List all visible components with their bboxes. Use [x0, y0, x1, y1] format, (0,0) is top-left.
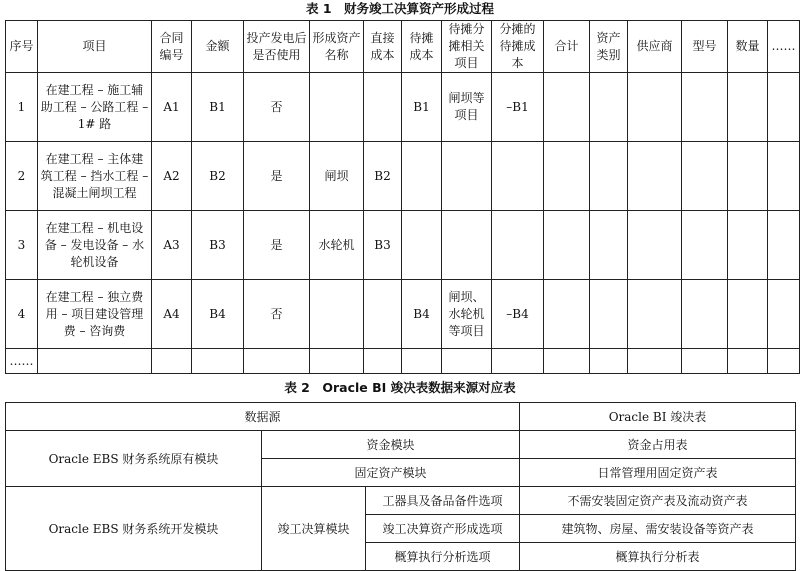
- option-cell: 工器具及备品备件选项: [366, 487, 520, 515]
- table-cell: [492, 349, 544, 374]
- header-cell: 资产类别: [590, 21, 628, 73]
- header-cell: 直接成本: [364, 21, 402, 73]
- group-label: Oracle EBS 财务系统原有模块: [6, 431, 262, 487]
- table-cell: A2: [152, 142, 192, 211]
- table-cell: [364, 349, 402, 374]
- table-cell: [628, 142, 682, 211]
- table-cell: [310, 280, 364, 349]
- header-cell: 合计: [544, 21, 590, 73]
- table2-header-row: [6, 403, 796, 431]
- module-cell: 固定资产模块: [262, 459, 520, 487]
- asset-formation-table: [5, 20, 800, 374]
- table-cell: –B4: [492, 280, 544, 349]
- table-cell: 闸坝、水轮机等项目: [442, 280, 492, 349]
- table-cell: 是: [244, 211, 310, 280]
- table-cell: 是: [244, 142, 310, 211]
- data-source-mapping-table: [5, 402, 796, 571]
- table-cell: [728, 73, 768, 142]
- header-cell: 待摊分摊相关项目: [442, 21, 492, 73]
- table-cell: [442, 142, 492, 211]
- table-cell: B3: [364, 211, 402, 280]
- table-cell: [768, 73, 800, 142]
- table-cell: A4: [152, 280, 192, 349]
- table1-caption: 表 1 财务竣工决算资产形成过程: [305, 1, 495, 16]
- table-cell: [728, 349, 768, 374]
- table-cell: [590, 142, 628, 211]
- table-cell: [590, 280, 628, 349]
- table-cell: [310, 73, 364, 142]
- table-cell: 2: [6, 142, 38, 211]
- table-cell: [628, 280, 682, 349]
- option-cell: 竣工决算资产形成选项: [366, 515, 520, 543]
- table-cell: A3: [152, 211, 192, 280]
- table-cell: A1: [152, 73, 192, 142]
- group-label: Oracle EBS 财务系统开发模块: [6, 487, 262, 571]
- table-cell: [768, 142, 800, 211]
- table-cell: B4: [192, 280, 244, 349]
- table-cell: [682, 280, 728, 349]
- table-cell: [682, 73, 728, 142]
- table-cell: [682, 349, 728, 374]
- table-cell: B3: [192, 211, 244, 280]
- table-cell: [682, 142, 728, 211]
- header-oracle-bi: Oracle BI 竣决表: [520, 403, 796, 431]
- table-cell: 否: [244, 73, 310, 142]
- table-row: [6, 142, 800, 211]
- module-cell: 竣工决算模块: [262, 487, 366, 571]
- table-cell: [544, 73, 590, 142]
- table-cell: [728, 142, 768, 211]
- table-cell: [364, 73, 402, 142]
- option-cell: 概算执行分析选项: [366, 543, 520, 571]
- header-cell: 待摊成本: [402, 21, 442, 73]
- table-cell: [728, 280, 768, 349]
- table-cell: 否: [244, 280, 310, 349]
- table-cell: [364, 280, 402, 349]
- table-cell: B2: [192, 142, 244, 211]
- table-cell: [544, 349, 590, 374]
- table-row: [6, 211, 800, 280]
- table-cell: [590, 349, 628, 374]
- table-cell: [402, 211, 442, 280]
- header-cell: ……: [768, 21, 800, 73]
- header-cell: 分摊的待摊成本: [492, 21, 544, 73]
- table-row: [6, 487, 796, 515]
- table-cell: 闸坝: [310, 142, 364, 211]
- header-cell: 数量: [728, 21, 768, 73]
- table-cell: 水轮机: [310, 211, 364, 280]
- header-cell: 供应商: [628, 21, 682, 73]
- header-cell: 项目: [38, 21, 152, 73]
- table-cell: B4: [402, 280, 442, 349]
- header-cell: 合同编号: [152, 21, 192, 73]
- project-cell: 在建工程 – 施工辅助工程 – 公路工程 –1# 路: [38, 73, 152, 142]
- table-cell: [192, 349, 244, 374]
- header-data-source: 数据源: [6, 403, 520, 431]
- table-cell: [628, 349, 682, 374]
- header-cell: 形成资产名称: [310, 21, 364, 73]
- table-cell: [544, 280, 590, 349]
- table-row: [6, 431, 796, 459]
- table-cell: [402, 142, 442, 211]
- table-cell: ……: [6, 349, 38, 374]
- target-cell: 概算执行分析表: [520, 543, 796, 571]
- table-cell: [682, 211, 728, 280]
- table-cell: [310, 349, 364, 374]
- header-cell: 型号: [682, 21, 728, 73]
- project-cell: 在建工程 – 主体建筑工程 – 挡水工程 – 混凝土闸坝工程: [38, 142, 152, 211]
- header-cell: 投产发电后是否使用: [244, 21, 310, 73]
- table2-caption: 表 2 Oracle BI 竣决表数据来源对应表: [284, 380, 516, 395]
- target-cell: 资金占用表: [520, 431, 796, 459]
- table-cell: [544, 211, 590, 280]
- table-cell: [728, 211, 768, 280]
- table-cell: [590, 73, 628, 142]
- header-cell: 金额: [192, 21, 244, 73]
- table-cell: [628, 73, 682, 142]
- table-cell: [768, 280, 800, 349]
- project-cell: 在建工程 – 机电设备 – 发电设备 – 水轮机设备: [38, 211, 152, 280]
- table-cell: [544, 142, 590, 211]
- table-cell: B1: [402, 73, 442, 142]
- project-cell: 在建工程 – 独立费用 – 项目建设管理费 – 咨询费: [38, 280, 152, 349]
- table-cell: 1: [6, 73, 38, 142]
- table-cell: –B1: [492, 73, 544, 142]
- project-cell: [38, 349, 152, 374]
- table-cell: [492, 142, 544, 211]
- table-cell: 3: [6, 211, 38, 280]
- table-cell: B2: [364, 142, 402, 211]
- table-cell: 4: [6, 280, 38, 349]
- table-cell: 闸坝等项目: [442, 73, 492, 142]
- module-cell: 资金模块: [262, 431, 520, 459]
- table-cell: [768, 349, 800, 374]
- target-cell: 建筑物、房屋、需安装设备等资产表: [520, 515, 796, 543]
- table-cell: [152, 349, 192, 374]
- table-cell: [628, 211, 682, 280]
- table-row: [6, 73, 800, 142]
- table-cell: [492, 211, 544, 280]
- table-cell: [590, 211, 628, 280]
- table-cell: [442, 211, 492, 280]
- table-row: [6, 349, 800, 374]
- table-cell: [768, 211, 800, 280]
- target-cell: 不需安装固定资产表及流动资产表: [520, 487, 796, 515]
- target-cell: 日常管理用固定资产表: [520, 459, 796, 487]
- table-cell: [402, 349, 442, 374]
- table-cell: B1: [192, 73, 244, 142]
- table-cell: [442, 349, 492, 374]
- table1-header-row: [6, 21, 800, 73]
- table-cell: [244, 349, 310, 374]
- table-row: [6, 280, 800, 349]
- header-cell: 序号: [6, 21, 38, 73]
